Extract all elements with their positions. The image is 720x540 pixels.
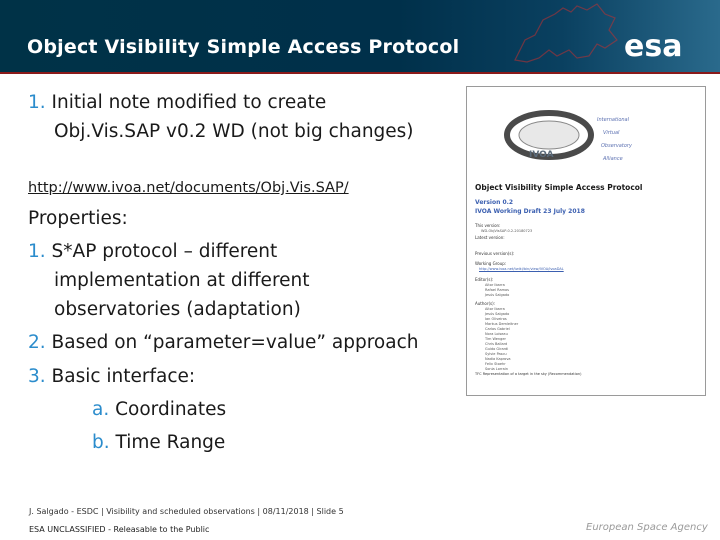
sub-item-b — [92, 428, 225, 457]
slide-footer-info: J. Salgado - ESDC | Visibility and scheduled observations | 08/11/2018 | Slide 5 — [29, 507, 344, 516]
author: Aitor Ibarra — [485, 307, 505, 311]
list-number: 3. — [28, 366, 46, 387]
author: Markus Demleitner — [485, 322, 519, 326]
list-text: observatories (adaptation) — [54, 299, 301, 320]
author: Tim Wenger — [485, 337, 506, 341]
editor-1: Aitor Ibarra — [485, 283, 505, 287]
editor-2: Rafael Ramos — [485, 288, 509, 292]
agency-name: European Space Agency — [586, 522, 708, 533]
properties-label: Properties: — [28, 208, 128, 229]
list-text: S*AP protocol – different — [51, 241, 278, 262]
list-letter: b. — [92, 432, 110, 453]
author: Sonia Lorrain — [485, 367, 508, 371]
list-letter: a. — [92, 399, 110, 420]
property-item-2 — [28, 328, 418, 357]
list-number: 1. — [28, 241, 46, 262]
ivoa-line-3: Observatory — [601, 143, 632, 149]
ivoa-line-1: International — [597, 117, 629, 123]
list1-item-1 — [28, 88, 326, 117]
author: Sylvie Pascu — [485, 352, 507, 356]
header-divider — [0, 72, 720, 74]
author: Carlos Gabriel — [485, 327, 510, 331]
page-title: Object Visibility Simple Access Protocol — [27, 36, 460, 58]
authors-label: Author(s): — [475, 301, 496, 306]
author: Nora Loiseau — [485, 332, 508, 336]
working-group-label: Working Group: — [475, 261, 507, 266]
this-version-value: WD-ObjVisSAP-0.2-20180723 — [481, 229, 533, 233]
classification-label: ESA UNCLASSIFIED - Releasable to the Public — [29, 525, 210, 534]
document-thumbnail — [466, 86, 706, 396]
esa-logo — [622, 26, 694, 66]
property-item-1-cont2 — [54, 295, 301, 324]
esa-logo-text: esa — [624, 29, 683, 64]
list-text: Obj.Vis.SAP v0.2 WD (not big changes) — [54, 121, 414, 142]
list-text: implementation at different — [54, 270, 310, 291]
property-item-1 — [28, 237, 277, 266]
editor-3: Jesús Salgado — [485, 293, 510, 297]
list1-item-1-cont — [54, 117, 414, 146]
ivoa-logo-text: IVOA — [529, 150, 554, 160]
docs-link[interactable]: http://www.ivoa.net/documents/Obj.Vis.SAP/ — [28, 180, 349, 196]
list-text: Initial note modified to create — [51, 92, 327, 113]
ivoa-logo — [499, 105, 599, 165]
list-text: Based on “parameter=value” approach — [51, 332, 419, 353]
doc-version: Version 0.2 — [475, 199, 514, 206]
list-number: 2. — [28, 332, 46, 353]
list-text: Basic interface: — [51, 366, 196, 387]
author: Ian Oliveiros — [485, 317, 507, 321]
list-text: Coordinates — [115, 399, 227, 420]
editors-label: Editor(s): — [475, 277, 494, 282]
europe-map-graphic — [505, 0, 625, 72]
previous-version-label: Previous version(s): — [475, 251, 515, 256]
property-item-3 — [28, 362, 195, 391]
author: Chris Ballard — [485, 342, 508, 346]
sub-item-a — [92, 395, 226, 424]
doc-title: Object Visibility Simple Access Protocol — [475, 183, 643, 192]
author: Felix Stoehr — [485, 362, 506, 366]
author: Guido Girardi — [485, 347, 509, 351]
ivoa-line-4: Alliance — [603, 156, 623, 162]
list-number: 1. — [28, 92, 46, 113]
working-group-link: http://www.ivoa.net/twiki/bin/view/IVOA/IvoaDAL — [479, 267, 564, 271]
list-text: Time Range — [115, 432, 226, 453]
latest-version-label: Latest version: — [475, 235, 505, 240]
ivoa-line-2: Virtual — [603, 130, 620, 136]
author: Jesús Salgado — [485, 312, 510, 316]
doc-draft: IVOA Working Draft 23 July 2018 — [475, 208, 585, 215]
this-version-label: This version: — [475, 223, 501, 228]
property-item-1-cont — [54, 266, 310, 295]
tfc-note: TFC Representation of a target in the sky (Recommendation) — [475, 372, 582, 376]
author: Nadia Kaprova — [485, 357, 511, 361]
header-bar — [0, 0, 720, 72]
